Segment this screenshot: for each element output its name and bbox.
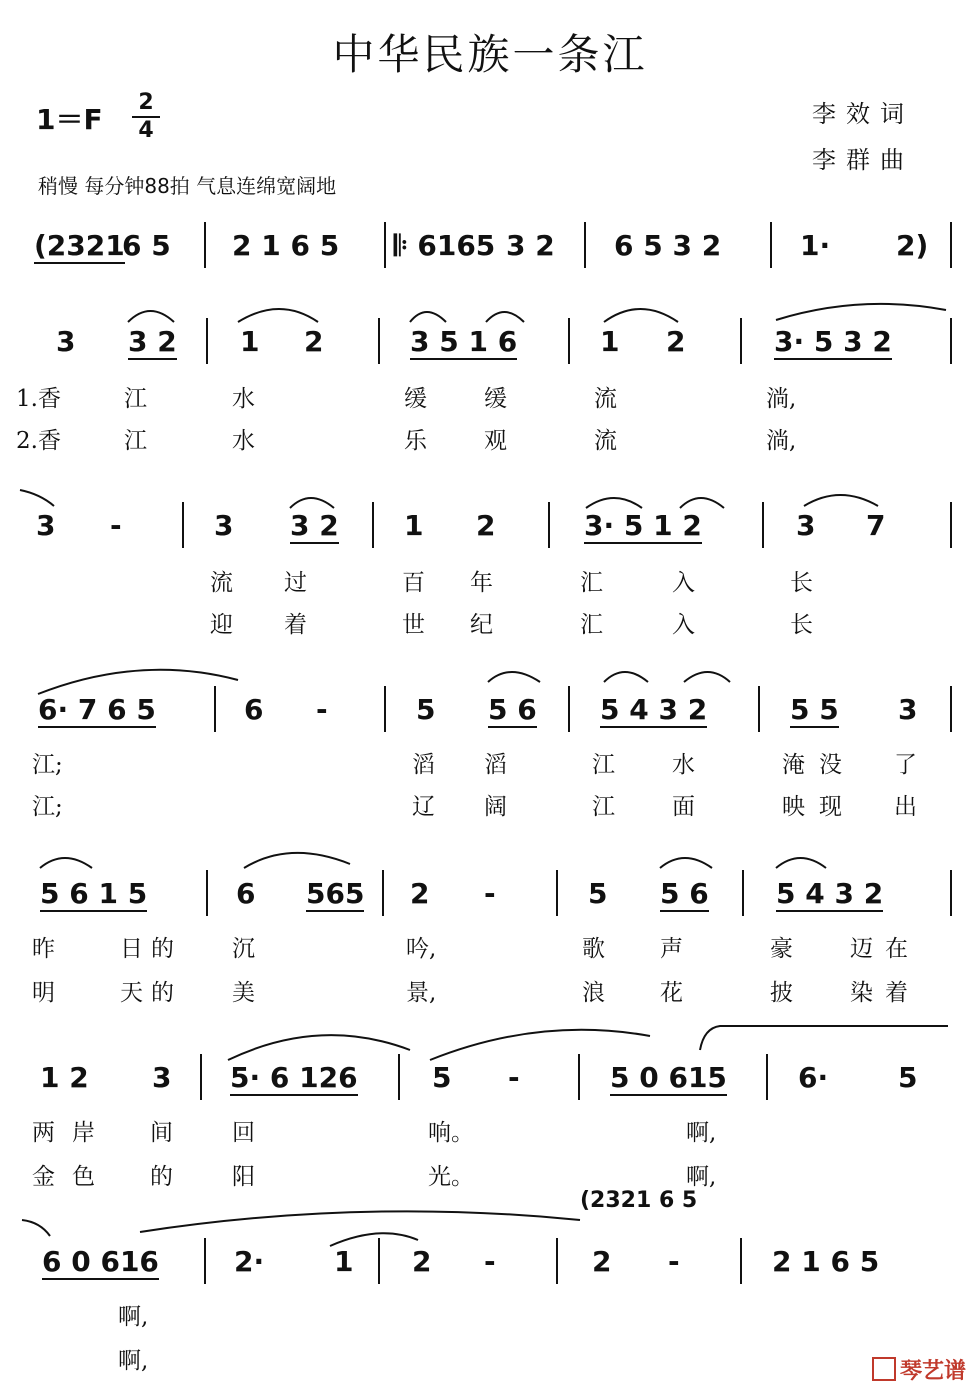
lyricist-credit: 李效词 xyxy=(812,100,914,128)
lyric: 汇 xyxy=(580,612,603,638)
note-group: - xyxy=(110,509,122,542)
note-group: 1 xyxy=(600,325,620,358)
note-group: 5 xyxy=(898,1061,918,1094)
note-group: 6 5 xyxy=(122,229,171,262)
lyric: 啊, xyxy=(686,1120,717,1146)
note-group: 3 xyxy=(56,325,76,358)
lyric: 色 xyxy=(72,1164,95,1190)
note-group: 2 xyxy=(666,325,686,358)
bar-line xyxy=(740,318,742,364)
bar-line xyxy=(950,318,952,364)
note-group: 6 xyxy=(244,693,264,726)
lyric: 1.香 xyxy=(16,386,61,412)
bar-line xyxy=(568,318,570,364)
bar-line xyxy=(556,870,558,916)
note-group: 2 xyxy=(412,1245,432,1278)
lyric: 流 xyxy=(210,570,233,596)
lyric: 面 xyxy=(672,794,695,820)
lyric: 辽 xyxy=(412,794,435,820)
note-group: 5 4 3 2 xyxy=(776,877,884,910)
bar-line xyxy=(950,502,952,548)
note-group: 5 xyxy=(416,693,436,726)
lyric: 淌, xyxy=(766,428,797,454)
lyrics-verse-1 xyxy=(0,746,980,776)
lyric: 年 xyxy=(470,570,493,596)
lyric: 啊, xyxy=(118,1304,149,1330)
lyric: 阔 xyxy=(484,794,507,820)
bar-line xyxy=(200,1054,202,1100)
bar-line xyxy=(382,870,384,916)
lyric: 迈在 xyxy=(850,936,920,962)
note-group: 3 xyxy=(36,509,56,542)
lyric: 入 xyxy=(672,612,695,638)
lyric: 水 xyxy=(672,752,695,778)
note-group: 1· xyxy=(800,229,831,262)
note-group: 3 xyxy=(152,1061,172,1094)
note-group: 2 1 6 5 xyxy=(232,229,340,262)
note-group: 2 xyxy=(476,509,496,542)
bar-line xyxy=(548,502,550,548)
bar-line xyxy=(578,1054,580,1100)
bar-line xyxy=(204,1238,206,1284)
note-group: 1 xyxy=(240,325,260,358)
note-group: 6 5 3 2 xyxy=(614,229,722,262)
note-group: 1 xyxy=(404,509,424,542)
bar-line xyxy=(384,686,386,732)
lyric: 长 xyxy=(790,612,813,638)
lyric: 沉 xyxy=(232,936,255,962)
note-group: - xyxy=(484,877,496,910)
bar-line xyxy=(758,686,760,732)
bar-line xyxy=(766,1054,768,1100)
lyric: 迎 xyxy=(210,612,233,638)
note-group: 1 xyxy=(334,1245,354,1278)
bar-line xyxy=(182,502,184,548)
lyric: 2.香 xyxy=(16,428,61,454)
note-group: 3· 5 1 2 xyxy=(584,509,702,542)
bar-line xyxy=(770,222,772,268)
lyric: 滔 xyxy=(412,752,435,778)
lyric: 浪 xyxy=(582,980,605,1006)
composer-credit: 李群曲 xyxy=(812,146,914,174)
bar-line xyxy=(742,870,744,916)
lyric: 水 xyxy=(232,386,255,412)
lyrics-verse-1 xyxy=(0,380,980,410)
lyrics-verse-2 xyxy=(0,788,980,818)
lyric: 响。 xyxy=(428,1120,474,1146)
lyric: 水 xyxy=(232,428,255,454)
lyric: 日的 xyxy=(120,936,182,962)
lyric: 披 xyxy=(770,980,793,1006)
note-group: 5 xyxy=(432,1061,452,1094)
bar-line xyxy=(556,1238,558,1284)
note-group: 5 4 3 2 xyxy=(600,693,708,726)
time-signature xyxy=(132,92,160,142)
bar-line xyxy=(584,222,586,268)
note-group: 3 2 xyxy=(128,325,177,358)
lyric: 明 xyxy=(32,980,55,1006)
key-signature: 1＝F xyxy=(36,103,103,136)
lyric: 啊, xyxy=(686,1164,717,1190)
lyric: 两 xyxy=(32,1120,55,1146)
lyric: 流 xyxy=(594,386,617,412)
lyric: 滔 xyxy=(484,752,507,778)
note-group: 5 6 xyxy=(660,877,709,910)
bar-line xyxy=(372,502,374,548)
lyric: 回 xyxy=(232,1120,255,1146)
lyric: 百 xyxy=(402,570,425,596)
lyric: 阳 xyxy=(232,1164,255,1190)
lyric: 美 xyxy=(232,980,255,1006)
note-group: 7 xyxy=(866,509,886,542)
score-title: 中华民族一条江 xyxy=(332,30,648,79)
lyrics-verse-1 xyxy=(0,564,980,594)
note-group: 5 6 1 5 xyxy=(40,877,148,910)
lyric: 染着 xyxy=(850,980,920,1006)
lyric: 长 xyxy=(790,570,813,596)
meter-bottom: 4 xyxy=(138,118,154,143)
note-group: 6· 7 6 5 xyxy=(38,693,156,726)
lyric: 江 xyxy=(592,794,615,820)
lyrics-verse-1 xyxy=(0,1298,980,1328)
meter-top: 2 xyxy=(138,90,154,115)
lyric: 乐 xyxy=(404,428,427,454)
note-group: - xyxy=(484,1245,496,1278)
lyric: 歌 xyxy=(582,936,605,962)
lyric: 了 xyxy=(894,752,917,778)
note-group: 2) xyxy=(896,229,929,262)
note-group: 6 xyxy=(236,877,256,910)
lyric: 吟, xyxy=(406,936,437,962)
bar-line xyxy=(378,1238,380,1284)
note-group: 2 1 6 5 xyxy=(772,1245,880,1278)
lyric: 声 xyxy=(660,936,683,962)
note-group: 5 6 xyxy=(488,693,537,726)
lyric: 景, xyxy=(406,980,437,1006)
note-group: 6 0 616 xyxy=(42,1245,159,1278)
bar-line xyxy=(950,686,952,732)
lyrics-verse-2 xyxy=(0,1158,980,1188)
note-group: 3 xyxy=(898,693,918,726)
bar-line xyxy=(950,222,952,268)
bar-line xyxy=(398,1054,400,1100)
lyric: 流 xyxy=(594,428,617,454)
lyric: 映现 xyxy=(782,794,856,820)
bar-line xyxy=(762,502,764,548)
lyrics-verse-2 xyxy=(0,1342,980,1372)
lyric: 入 xyxy=(672,570,695,596)
lyrics-verse-1 xyxy=(0,930,980,960)
watermark-text: 琴艺谱 xyxy=(899,1359,966,1384)
lyric: 光。 xyxy=(428,1164,474,1190)
lyric: 江 xyxy=(592,752,615,778)
lyric: 纪 xyxy=(470,612,493,638)
repeat-prefix: (2321 6 5 xyxy=(580,1188,698,1213)
note-group: 1 2 xyxy=(40,1061,89,1094)
lyric: 间 xyxy=(150,1120,173,1146)
tempo-marking: 稍慢 每分钟88拍 气息连绵宽阔地 xyxy=(38,174,337,198)
lyric: 豪 xyxy=(770,936,793,962)
note-group: 𝄆 6165 xyxy=(394,229,496,262)
note-group: 3 5 1 6 xyxy=(410,325,518,358)
lyric: 观 xyxy=(484,428,507,454)
note-group: 2· xyxy=(234,1245,265,1278)
lyric: 江 xyxy=(124,428,147,454)
note-group: 5· 6 126 xyxy=(230,1061,358,1094)
lyric: 江; xyxy=(32,752,63,778)
lyric: 淹没 xyxy=(782,752,856,778)
lyric: 缓 xyxy=(484,386,507,412)
note-group: 6· xyxy=(798,1061,829,1094)
lyric: 江 xyxy=(124,386,147,412)
lyric: 金 xyxy=(32,1164,55,1190)
lyric: 淌, xyxy=(766,386,797,412)
note-group: 3· 5 3 2 xyxy=(774,325,892,358)
note-group: 2 xyxy=(592,1245,612,1278)
lyrics-verse-2 xyxy=(0,974,980,1004)
lyrics-verse-2 xyxy=(0,422,980,452)
note-group: 3 xyxy=(796,509,816,542)
logo-icon xyxy=(872,1357,896,1381)
bar-line xyxy=(950,870,952,916)
bar-line xyxy=(568,686,570,732)
bar-line xyxy=(206,318,208,364)
lyric: 江; xyxy=(32,794,63,820)
note-group: 5 5 xyxy=(790,693,839,726)
lyric: 的 xyxy=(150,1164,173,1190)
lyric: 花 xyxy=(660,980,683,1006)
lyrics-verse-1 xyxy=(0,1114,980,1144)
bar-line xyxy=(206,870,208,916)
note-group: (2321 xyxy=(34,229,125,262)
bar-line xyxy=(204,222,206,268)
slur-marks xyxy=(0,1020,980,1070)
lyric: 啊, xyxy=(118,1348,149,1374)
note-group: 3 xyxy=(214,509,234,542)
note-group: 5 0 615 xyxy=(610,1061,727,1094)
bar-line xyxy=(378,318,380,364)
note-group: 2 xyxy=(304,325,324,358)
lyric: 出 xyxy=(894,794,917,820)
note-group: - xyxy=(316,693,328,726)
lyric: 汇 xyxy=(580,570,603,596)
lyric: 昨 xyxy=(32,936,55,962)
lyric: 缓 xyxy=(404,386,427,412)
lyrics-verse-2 xyxy=(0,606,980,636)
note-group: 5 xyxy=(588,877,608,910)
lyric: 天的 xyxy=(120,980,182,1006)
watermark-logo xyxy=(872,1354,966,1385)
note-group: 2 xyxy=(410,877,430,910)
note-group: 565 xyxy=(306,877,365,910)
note-group: 3 2 xyxy=(506,229,555,262)
lyric: 世 xyxy=(402,612,425,638)
note-group: 3 2 xyxy=(290,509,339,542)
lyric: 着 xyxy=(284,612,307,638)
lyric: 过 xyxy=(284,570,307,596)
note-group: - xyxy=(508,1061,520,1094)
bar-line xyxy=(740,1238,742,1284)
bar-line xyxy=(214,686,216,732)
note-group: - xyxy=(668,1245,680,1278)
lyric: 岸 xyxy=(72,1120,95,1146)
bar-line xyxy=(384,222,386,268)
